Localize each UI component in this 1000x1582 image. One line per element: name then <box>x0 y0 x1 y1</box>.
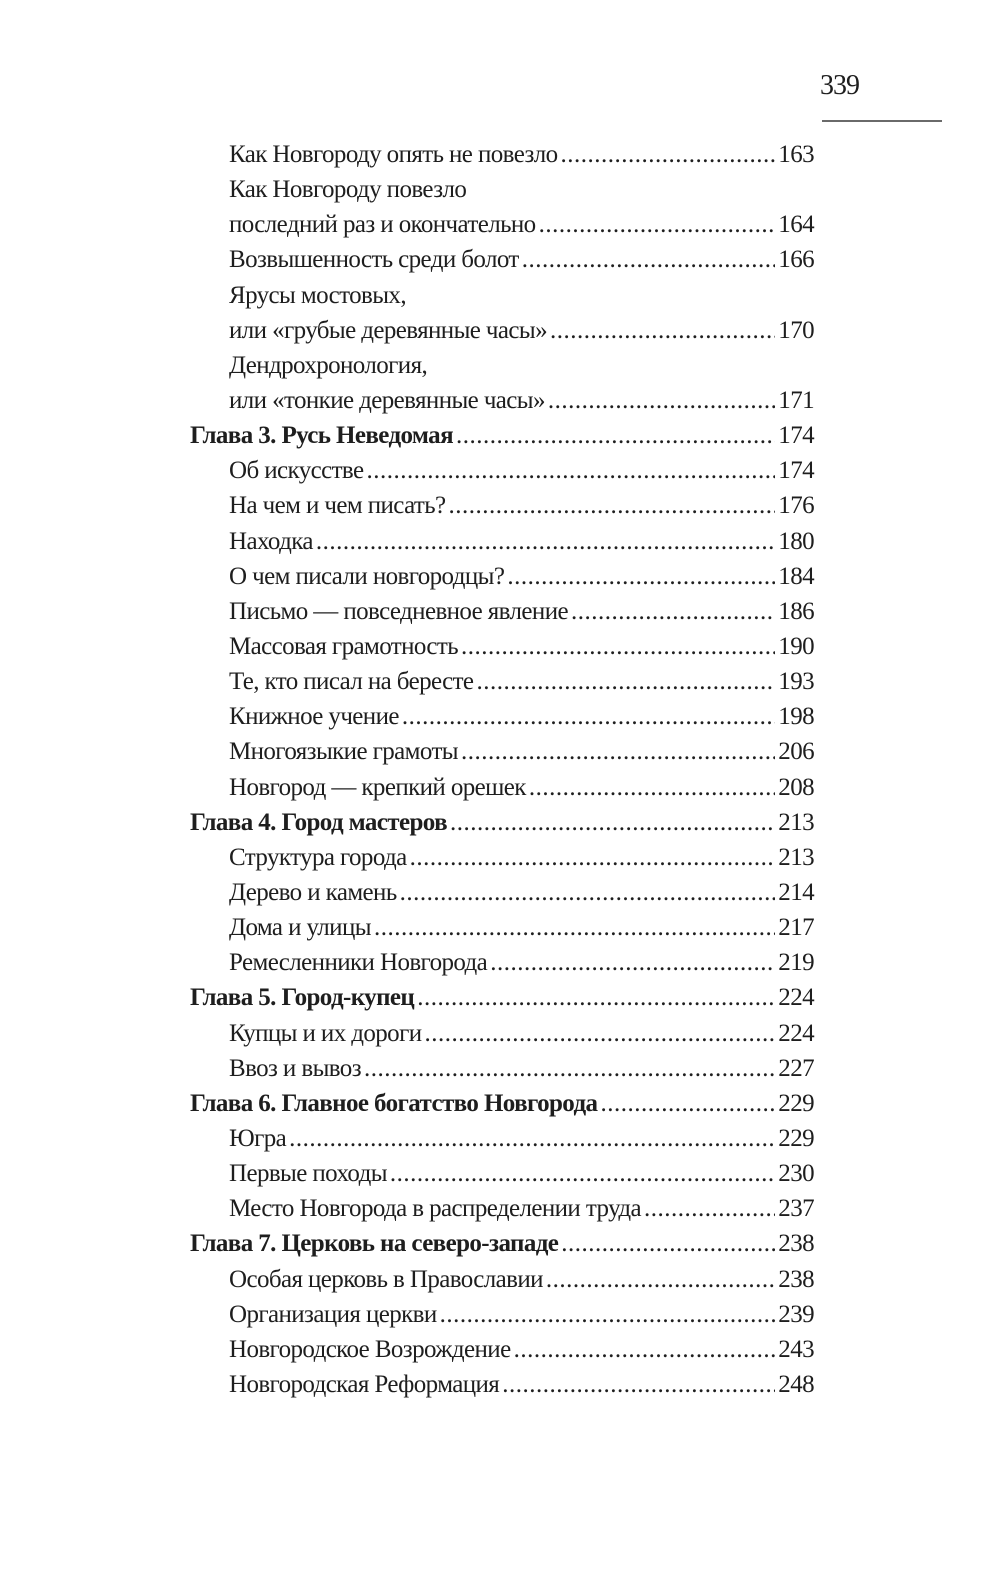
toc-entry-page: 186 <box>778 597 814 625</box>
toc-entry-title: Ввоз и вывоз <box>229 1054 361 1082</box>
toc-entry-page: 224 <box>778 1019 814 1047</box>
toc-entry-title: Как Новгороду опять не повезло <box>229 141 558 168</box>
toc-section-entry <box>190 664 814 699</box>
toc-section-entry <box>190 1191 814 1226</box>
toc-entry-title: Многоязыкие грамоты <box>229 738 458 766</box>
dot-leader <box>366 453 775 488</box>
dot-leader <box>561 1226 775 1261</box>
dot-leader <box>390 1156 775 1191</box>
toc-chapter-entry <box>190 980 814 1015</box>
toc-section-entry <box>190 207 814 242</box>
dot-leader <box>529 770 775 805</box>
toc-entry-title: Книжное учение <box>229 703 399 731</box>
toc-entry-title: Организация церкви <box>229 1300 437 1328</box>
toc-entry-title: Дома и улицы <box>229 914 371 942</box>
toc-chapter-entry <box>190 418 814 453</box>
toc-section-entry <box>190 910 814 945</box>
toc-entry-title: На чем и чем писать? <box>229 492 446 520</box>
toc-entry-title: Те, кто писал на бересте <box>229 668 474 696</box>
toc-entry-title: Ярусы мостовых, <box>229 281 406 309</box>
dot-leader <box>546 1262 775 1297</box>
toc-section-entry <box>190 840 814 875</box>
toc-entry-page: 217 <box>778 914 814 942</box>
dot-leader <box>289 1121 775 1156</box>
toc-chapter-entry <box>190 805 814 840</box>
toc-section-entry <box>190 875 814 910</box>
toc-entry-page: 238 <box>778 1265 814 1293</box>
toc-section-entry <box>190 524 814 559</box>
dot-leader <box>364 1051 775 1086</box>
toc-section-entry <box>190 172 814 207</box>
dot-leader <box>374 910 775 945</box>
dot-leader <box>507 559 775 594</box>
dot-leader <box>561 137 776 172</box>
toc-entry-page: 176 <box>778 492 814 520</box>
toc-entry-title: Письмо — повседневное явление <box>229 597 568 625</box>
toc-entry-title: Глава 4. Город мастеров <box>190 808 447 836</box>
toc-chapter-entry <box>190 1226 814 1261</box>
toc-entry-page: 184 <box>778 562 814 590</box>
dot-leader <box>450 805 775 840</box>
toc-entry-page: 213 <box>778 843 814 871</box>
toc-entry-page: 190 <box>778 632 814 660</box>
toc-entry-title: Новгородское Возрождение <box>229 1335 511 1363</box>
dot-leader <box>502 1367 775 1402</box>
toc-entry-title: Первые походы <box>229 1160 387 1188</box>
toc-entry-title: последний раз и окончательно <box>229 211 536 239</box>
toc-entry-title: Дерево и камень <box>229 878 397 906</box>
toc-entry-title: Об искусстве <box>229 457 364 485</box>
toc-entry-page: 248 <box>778 1370 814 1398</box>
dot-leader <box>476 664 775 699</box>
toc-entry-title: Глава 7. Церковь на северо-западе <box>190 1230 559 1258</box>
toc-entry-page: 230 <box>778 1160 814 1188</box>
toc-section-entry <box>190 383 814 418</box>
toc-entry-page: 239 <box>778 1300 814 1328</box>
dot-leader <box>514 1332 776 1367</box>
toc-entry-page: 164 <box>778 211 814 239</box>
toc-section-entry <box>190 594 814 629</box>
toc-section-entry <box>190 137 814 172</box>
dot-leader <box>425 1016 776 1051</box>
toc-entry-page: 174 <box>778 422 814 450</box>
toc-section-entry <box>190 559 814 594</box>
toc-entry-title: Находка <box>229 527 313 555</box>
toc-entry-page: 227 <box>778 1054 814 1082</box>
toc-entry-page: 180 <box>778 527 814 555</box>
dot-leader <box>402 699 775 734</box>
table-of-contents <box>190 137 814 1402</box>
toc-entry-title: Ремесленники Новгорода <box>229 949 488 977</box>
toc-entry-page: 214 <box>778 878 814 906</box>
dot-leader <box>456 418 775 453</box>
toc-entry-page: 219 <box>778 949 814 977</box>
toc-entry-title: Структура города <box>229 843 407 871</box>
toc-entry-title: О чем писали новгородцы? <box>229 562 505 590</box>
toc-entry-title: Массовая грамотность <box>229 632 459 660</box>
toc-entry-title: Дендрохронология, <box>229 351 428 379</box>
header-rule <box>822 120 942 122</box>
toc-entry-title: или «тонкие деревянные часы» <box>229 386 545 414</box>
toc-entry-page: 198 <box>778 703 814 731</box>
toc-section-entry <box>190 945 814 980</box>
toc-entry-page: 238 <box>778 1230 814 1258</box>
toc-section-entry <box>190 453 814 488</box>
toc-entry-title: Новгород — крепкий орешек <box>229 773 526 801</box>
toc-entry-title: Глава 5. Город-купец <box>190 984 415 1012</box>
dot-leader <box>600 1086 775 1121</box>
toc-section-entry <box>190 699 814 734</box>
toc-entry-page: 224 <box>778 984 814 1012</box>
toc-section-entry <box>190 1297 814 1332</box>
dot-leader <box>316 524 775 559</box>
dot-leader <box>571 594 775 629</box>
toc-entry-page: 206 <box>778 738 814 766</box>
toc-section-entry <box>190 1016 814 1051</box>
toc-entry-page: 193 <box>778 668 814 696</box>
toc-entry-title: Возвышенность среди болот <box>229 246 519 274</box>
toc-section-entry <box>190 1121 814 1156</box>
dot-leader <box>440 1297 776 1332</box>
toc-entry-title: Особая церковь в Православии <box>229 1265 543 1293</box>
toc-entry-page: 208 <box>778 773 814 801</box>
toc-section-entry <box>190 1156 814 1191</box>
dot-leader <box>417 980 775 1015</box>
toc-section-entry <box>190 1051 814 1086</box>
toc-entry-page: 237 <box>778 1195 814 1223</box>
toc-entry-page: 170 <box>778 316 814 344</box>
dot-leader <box>522 242 776 277</box>
dot-leader <box>400 875 776 910</box>
toc-entry-title: Купцы и их дороги <box>229 1019 422 1047</box>
dot-leader <box>550 313 775 348</box>
toc-chapter-entry <box>190 1086 814 1121</box>
toc-entry-page: 163 <box>778 141 814 168</box>
toc-entry-page: 174 <box>778 457 814 485</box>
toc-entry-page: 229 <box>778 1089 814 1117</box>
dot-leader <box>410 840 776 875</box>
toc-entry-page: 243 <box>778 1335 814 1363</box>
toc-entry-title: или «грубые деревянные часы» <box>229 316 547 344</box>
toc-section-entry <box>190 1367 814 1402</box>
toc-entry-page: 229 <box>778 1124 814 1152</box>
toc-section-entry <box>190 629 814 664</box>
page-number: 339 <box>820 70 859 101</box>
toc-entry-page: 166 <box>778 246 814 274</box>
toc-section-entry <box>190 242 814 277</box>
toc-entry-title: Как Новгороду повезло <box>229 176 467 204</box>
dot-leader <box>461 629 775 664</box>
toc-section-entry <box>190 1262 814 1297</box>
dot-leader <box>490 945 775 980</box>
toc-entry-title: Место Новгорода в распределении труда <box>229 1195 642 1223</box>
toc-entry-title: Глава 3. Русь Неведомая <box>190 422 453 450</box>
dot-leader <box>644 1191 775 1226</box>
dot-leader <box>461 734 775 769</box>
toc-section-entry <box>190 734 814 769</box>
dot-leader <box>548 383 775 418</box>
dot-leader <box>449 488 776 523</box>
dot-leader <box>539 207 776 242</box>
toc-entry-page: 171 <box>778 386 814 414</box>
toc-entry-title: Югра <box>229 1124 287 1152</box>
toc-section-entry <box>190 770 814 805</box>
toc-section-entry <box>190 278 814 313</box>
toc-section-entry <box>190 488 814 523</box>
toc-entry-title: Глава 6. Главное богатство Новгорода <box>190 1089 598 1117</box>
toc-section-entry <box>190 1332 814 1367</box>
toc-section-entry <box>190 348 814 383</box>
toc-entry-page: 213 <box>778 808 814 836</box>
toc-section-entry <box>190 313 814 348</box>
toc-entry-title: Новгородская Реформация <box>229 1370 500 1398</box>
